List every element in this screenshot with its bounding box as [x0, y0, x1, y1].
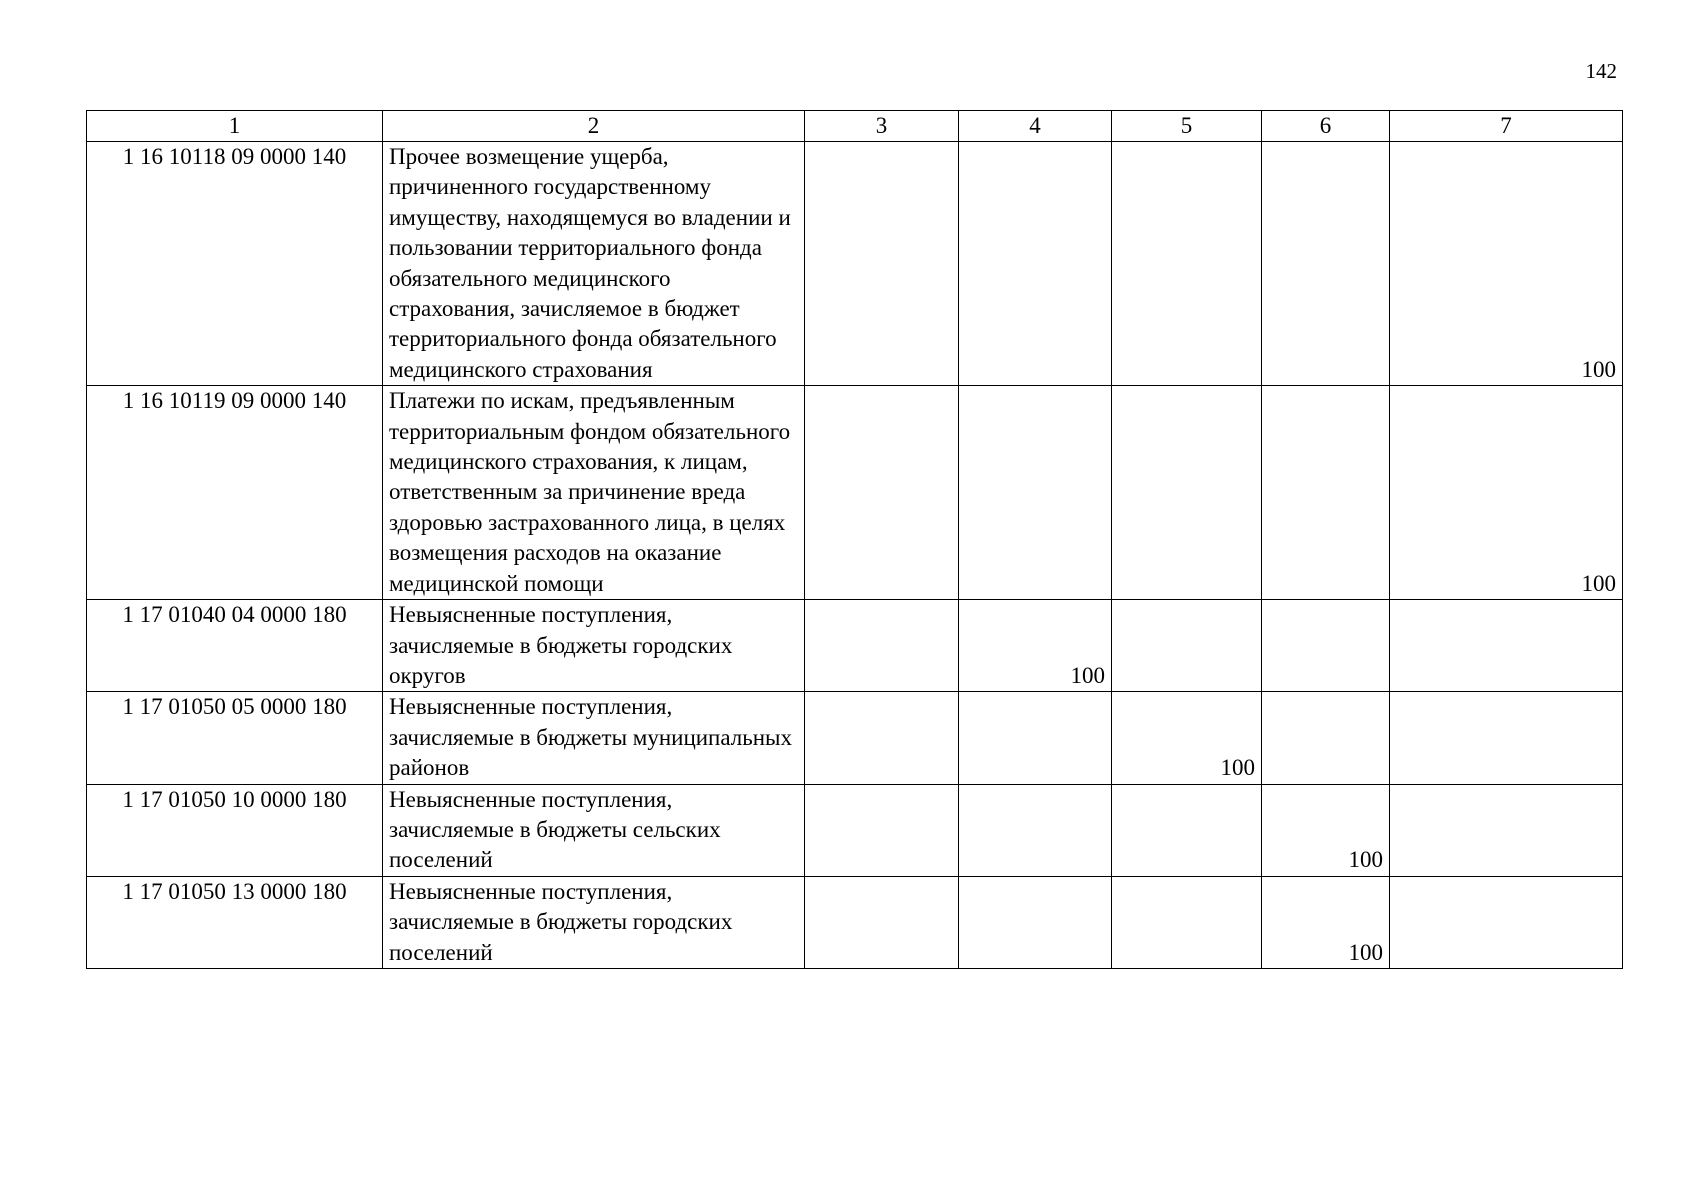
value-col-3 [805, 142, 959, 386]
value-col-4 [959, 386, 1112, 600]
revenue-name: Невыясненные поступления, зачисляемые в бюджеты муниципальных районов [383, 692, 805, 784]
table-row [87, 600, 1623, 692]
value-col-3 [805, 876, 959, 968]
table-row [87, 386, 1623, 600]
revenue-code: 1 17 01050 05 0000 180 [87, 692, 383, 784]
header-row [87, 111, 1623, 142]
revenue-code: 1 17 01050 13 0000 180 [87, 876, 383, 968]
column-header-6: 6 [1262, 111, 1390, 142]
value-col-5 [1112, 386, 1262, 600]
value-col-6: 100 [1262, 876, 1390, 968]
column-header-5: 5 [1112, 111, 1262, 142]
value-col-4 [959, 142, 1112, 386]
value-col-7 [1390, 784, 1623, 876]
value-col-3 [805, 600, 959, 692]
value-col-4: 100 [959, 600, 1112, 692]
value-col-4 [959, 692, 1112, 784]
column-header-7: 7 [1390, 111, 1623, 142]
value-col-5 [1112, 142, 1262, 386]
value-col-3 [805, 692, 959, 784]
revenue-name: Невыясненные поступления, зачисляемые в бюджеты городских поселений [383, 876, 805, 968]
budget-classification-table [86, 110, 1623, 969]
column-header-3: 3 [805, 111, 959, 142]
value-col-6 [1262, 386, 1390, 600]
value-col-7: 100 [1390, 142, 1623, 386]
table-row [87, 142, 1623, 386]
revenue-code: 1 16 10119 09 0000 140 [87, 386, 383, 600]
value-col-3 [805, 386, 959, 600]
revenue-name: Невыясненные поступления, зачисляемые в бюджеты сельских поселений [383, 784, 805, 876]
value-col-5: 100 [1112, 692, 1262, 784]
value-col-6 [1262, 692, 1390, 784]
value-col-6 [1262, 142, 1390, 386]
column-header-1: 1 [87, 111, 383, 142]
table-row [87, 876, 1623, 968]
value-col-5 [1112, 600, 1262, 692]
page-number: 142 [1585, 59, 1617, 83]
value-col-4 [959, 876, 1112, 968]
value-col-7 [1390, 876, 1623, 968]
revenue-name: Платежи по искам, предъявленным территориальным фондом обязательного медицинского страхования, к лицам, ответственным за причинение вреда здоровью застрахованного лица, в целях возмещения расходов на оказание медицинской помощи [383, 386, 805, 600]
value-col-7 [1390, 600, 1623, 692]
value-col-5 [1112, 876, 1262, 968]
table-row [87, 692, 1623, 784]
revenue-code: 1 16 10118 09 0000 140 [87, 142, 383, 386]
value-col-7 [1390, 692, 1623, 784]
revenue-name: Невыясненные поступления, зачисляемые в бюджеты городских округов [383, 600, 805, 692]
revenue-code: 1 17 01050 10 0000 180 [87, 784, 383, 876]
column-header-2: 2 [383, 111, 805, 142]
column-header-4: 4 [959, 111, 1112, 142]
value-col-4 [959, 784, 1112, 876]
revenue-code: 1 17 01040 04 0000 180 [87, 600, 383, 692]
value-col-6 [1262, 600, 1390, 692]
table-row [87, 784, 1623, 876]
value-col-7: 100 [1390, 386, 1623, 600]
revenue-name: Прочее возмещение ущерба, причиненного государственному имуществу, находящемуся во владении и пользовании территориального фонда обязательного медицинского страхования, зачисляемое в бюджет территориального фонда обязательного медицинского страхования [383, 142, 805, 386]
value-col-6: 100 [1262, 784, 1390, 876]
value-col-3 [805, 784, 959, 876]
value-col-5 [1112, 784, 1262, 876]
